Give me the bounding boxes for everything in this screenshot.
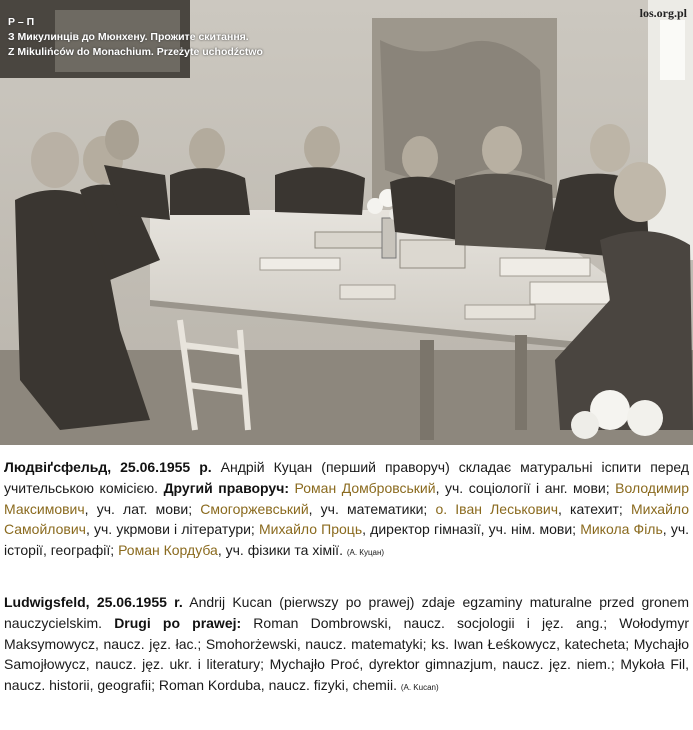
caption-uk-text: , уч. фізики та хімії. xyxy=(217,542,347,559)
overlay-line-2: З Микулинців до Мюнхену. Прожите скитання. xyxy=(8,31,249,43)
caption-uk-person: Смогоржевський xyxy=(200,500,309,517)
caption-ukrainian xyxy=(4,457,689,564)
caption-uk-person: Володимир Максимович xyxy=(4,479,690,517)
caption-uk-text: , уч. математики; xyxy=(308,500,436,517)
caption-pl-source: (A. Kucan) xyxy=(400,683,439,693)
caption-pl-lead: Ludwigsfeld, 25.06.1955 r. xyxy=(4,594,183,610)
caption-polish xyxy=(4,592,689,699)
caption-uk-person: о. Іван Леськович xyxy=(435,500,559,517)
photo-overlay-text xyxy=(8,15,263,60)
caption-uk-text: Андрій Куцан (перший праворуч) складає матуральні іспити перед учительською комісією. xyxy=(4,459,690,496)
caption-pl-text: Andrij Kucan (pierwszy po prawej) zdaje egzaminy maturalne przed gronem nauczycielskim. xyxy=(4,594,689,631)
caption-pl-text: Roman Dombrowski, naucz. socjologii i jęz. ang.; Wołodymyr Maksymowycz, naucz. jęz. łac.; Smohorżewski, naucz. matematyki; ks. Iwan Łeśkowycz, katecheta; Mychajło Samojłowycz, naucz. jęz. ukr. i literatury; Mychajło Proć, dyrektor gimnazjum, naucz. jęz. niem.; Mykoła Fil, naucz. historii, geografii; Roman Korduba, naucz. fizyki, chemii. xyxy=(4,614,689,694)
overlay-line-1: Р – П xyxy=(8,16,35,28)
caption-uk-person: Роман Домбровський xyxy=(289,479,436,496)
caption-uk-second-right: Другий праворуч: xyxy=(163,479,289,496)
caption-uk-person: Михайло Проць xyxy=(258,521,363,538)
caption-uk-source: (А. Куцан) xyxy=(346,548,385,558)
caption-uk-person: Михайло Самойлович xyxy=(4,500,690,538)
caption-uk-text: , уч. історії, географії; xyxy=(4,521,690,559)
caption-uk-text: , уч. соціології і анг. мови; xyxy=(435,479,616,496)
caption-uk-text: , уч. лат. мови; xyxy=(84,500,201,517)
caption-uk-text: , директор гімназії, уч. нім. мови; xyxy=(362,521,581,538)
caption-pl-second-right: Drugi po prawej: xyxy=(114,614,242,631)
caption-uk-text: , катехит; xyxy=(558,500,631,517)
caption-uk-text: , уч. укрмови і літератури; xyxy=(85,521,259,538)
caption-uk-person: Микола Філь xyxy=(580,521,663,538)
overlay-line-3: Z Mikulińców do Monachium. Przeżyte uchodźctwo xyxy=(8,46,263,58)
caption-uk-lead: Людвіґсфельд, 25.06.1955 р. xyxy=(4,459,212,475)
caption-uk-person: Роман Кордуба xyxy=(118,542,218,559)
site-watermark: los.org.pl xyxy=(639,6,687,20)
